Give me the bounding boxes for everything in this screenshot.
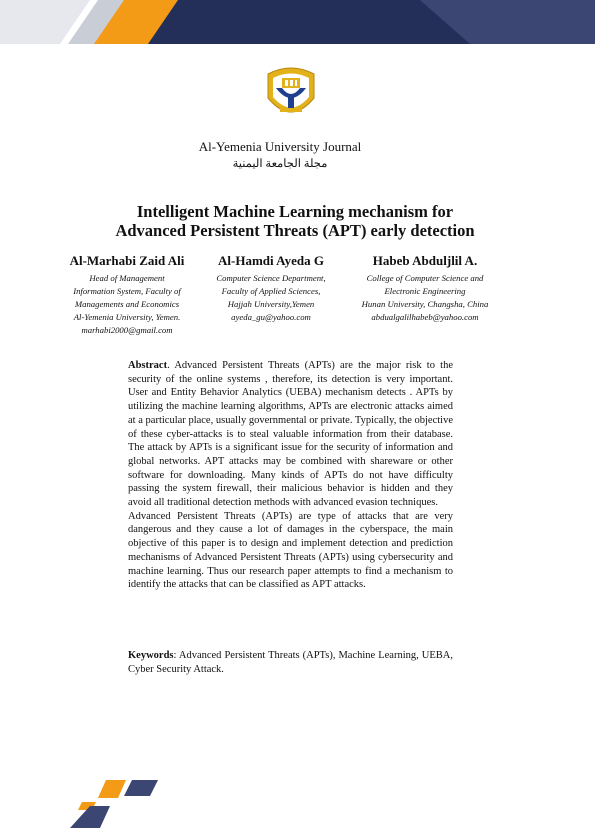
author-email: marhabi2000@gmail.com [81,325,173,335]
affiliation-line: Hajjah University,Yemen [227,299,315,309]
abstract-text: . Advanced Persistent Threats (APTs) are the major risk to the security of the online systems , therefore, its detection is very important. User and Entity Behavior Analytics (UEBA) mechanism detects . APTs by utilizing the machine learning algorithms, APTs are electronic attacks aimed at a particular place, usually governmental or private. Typically, the objective of these cyber-attacks is to steal valuable information from their database. The attack by APTs is a significant issue for the security of information and global networks. APT attacks may be combined with shareware or other software for downloading. Many kinds of APTs do not have difficulty passing the system firewall, their malicious behavior is hidden and they avoid all traditional detection methods with advanced evasion techniques. [128,360,453,509]
paper-title-line2: Advanced Persistent Threats (APT) early detection [115,221,475,240]
author-name: Al-Marhabi Zaid Ali [69,253,185,268]
author-name: Al-Hamdi Ayeda G [218,253,324,268]
affiliation-line: Information System, Faculty of [73,286,181,296]
author-name: Habeb Abduljlil A. [372,253,478,268]
affiliation-line: College of Computer Science and [366,273,484,283]
author-affiliation [56,272,198,337]
affiliation-line: Computer Science Department, [216,273,326,283]
abstract-section [128,359,453,592]
footer-navy-shape-2 [70,806,110,828]
footer-orange-shape-1 [98,780,126,798]
university-emblem-icon [264,64,318,122]
author-affiliation [341,272,509,324]
affiliation-line: Al-Yemenia University, Yemen. [73,312,181,322]
affiliation-line: Managements and Economics [74,299,180,309]
footer-navy-shape-1 [124,780,158,796]
affiliation-line: Head of Management [89,273,165,283]
footer-decoration [60,772,170,830]
journal-name-ar: مجلة الجامعة اليمنية [232,158,328,170]
paper-title [60,202,530,240]
affiliation-line: Faculty of Applied Sciences, [221,286,321,296]
affiliation-line: Hunan University, Changsha, China [361,299,489,309]
header-banner [0,0,595,44]
affiliation-line: Electronic Engineering [384,286,466,296]
keywords-section [128,649,453,676]
paper-title-line1: Intelligent Machine Learning mechanism for [136,202,454,221]
abstract-paragraph [128,359,453,510]
keywords-text: : Advanced Persistent Threats (APTs), Machine Learning, UEBA, Cyber Security Attack. [128,650,453,675]
author-affiliation [203,272,339,324]
author-block [203,253,339,324]
author-email: ayeda_gu@yahoo.com [231,312,311,322]
journal-name-en: Al-Yemenia University Journal [198,139,362,154]
author-email: abdualgalilhabeb@yahoo.com [371,312,479,322]
abstract-paragraph: Advanced Persistent Threats (APTs) are type of attacks that are very dangerous and they cause a lot of damages in the cyberspace, the main objective of this paper is to design and implement detection and prediction mechanisms of Advanced Persistent Threats (APTs) using cybersecurity and machine learning. Thus our research paper attempts to find a mechanism to identify the attacks that can be classified as APT attacks. [128,510,453,591]
author-block [56,253,198,337]
abstract-label: Abstract [128,360,168,371]
keywords-label: Keywords [128,650,174,661]
author-block [341,253,509,324]
